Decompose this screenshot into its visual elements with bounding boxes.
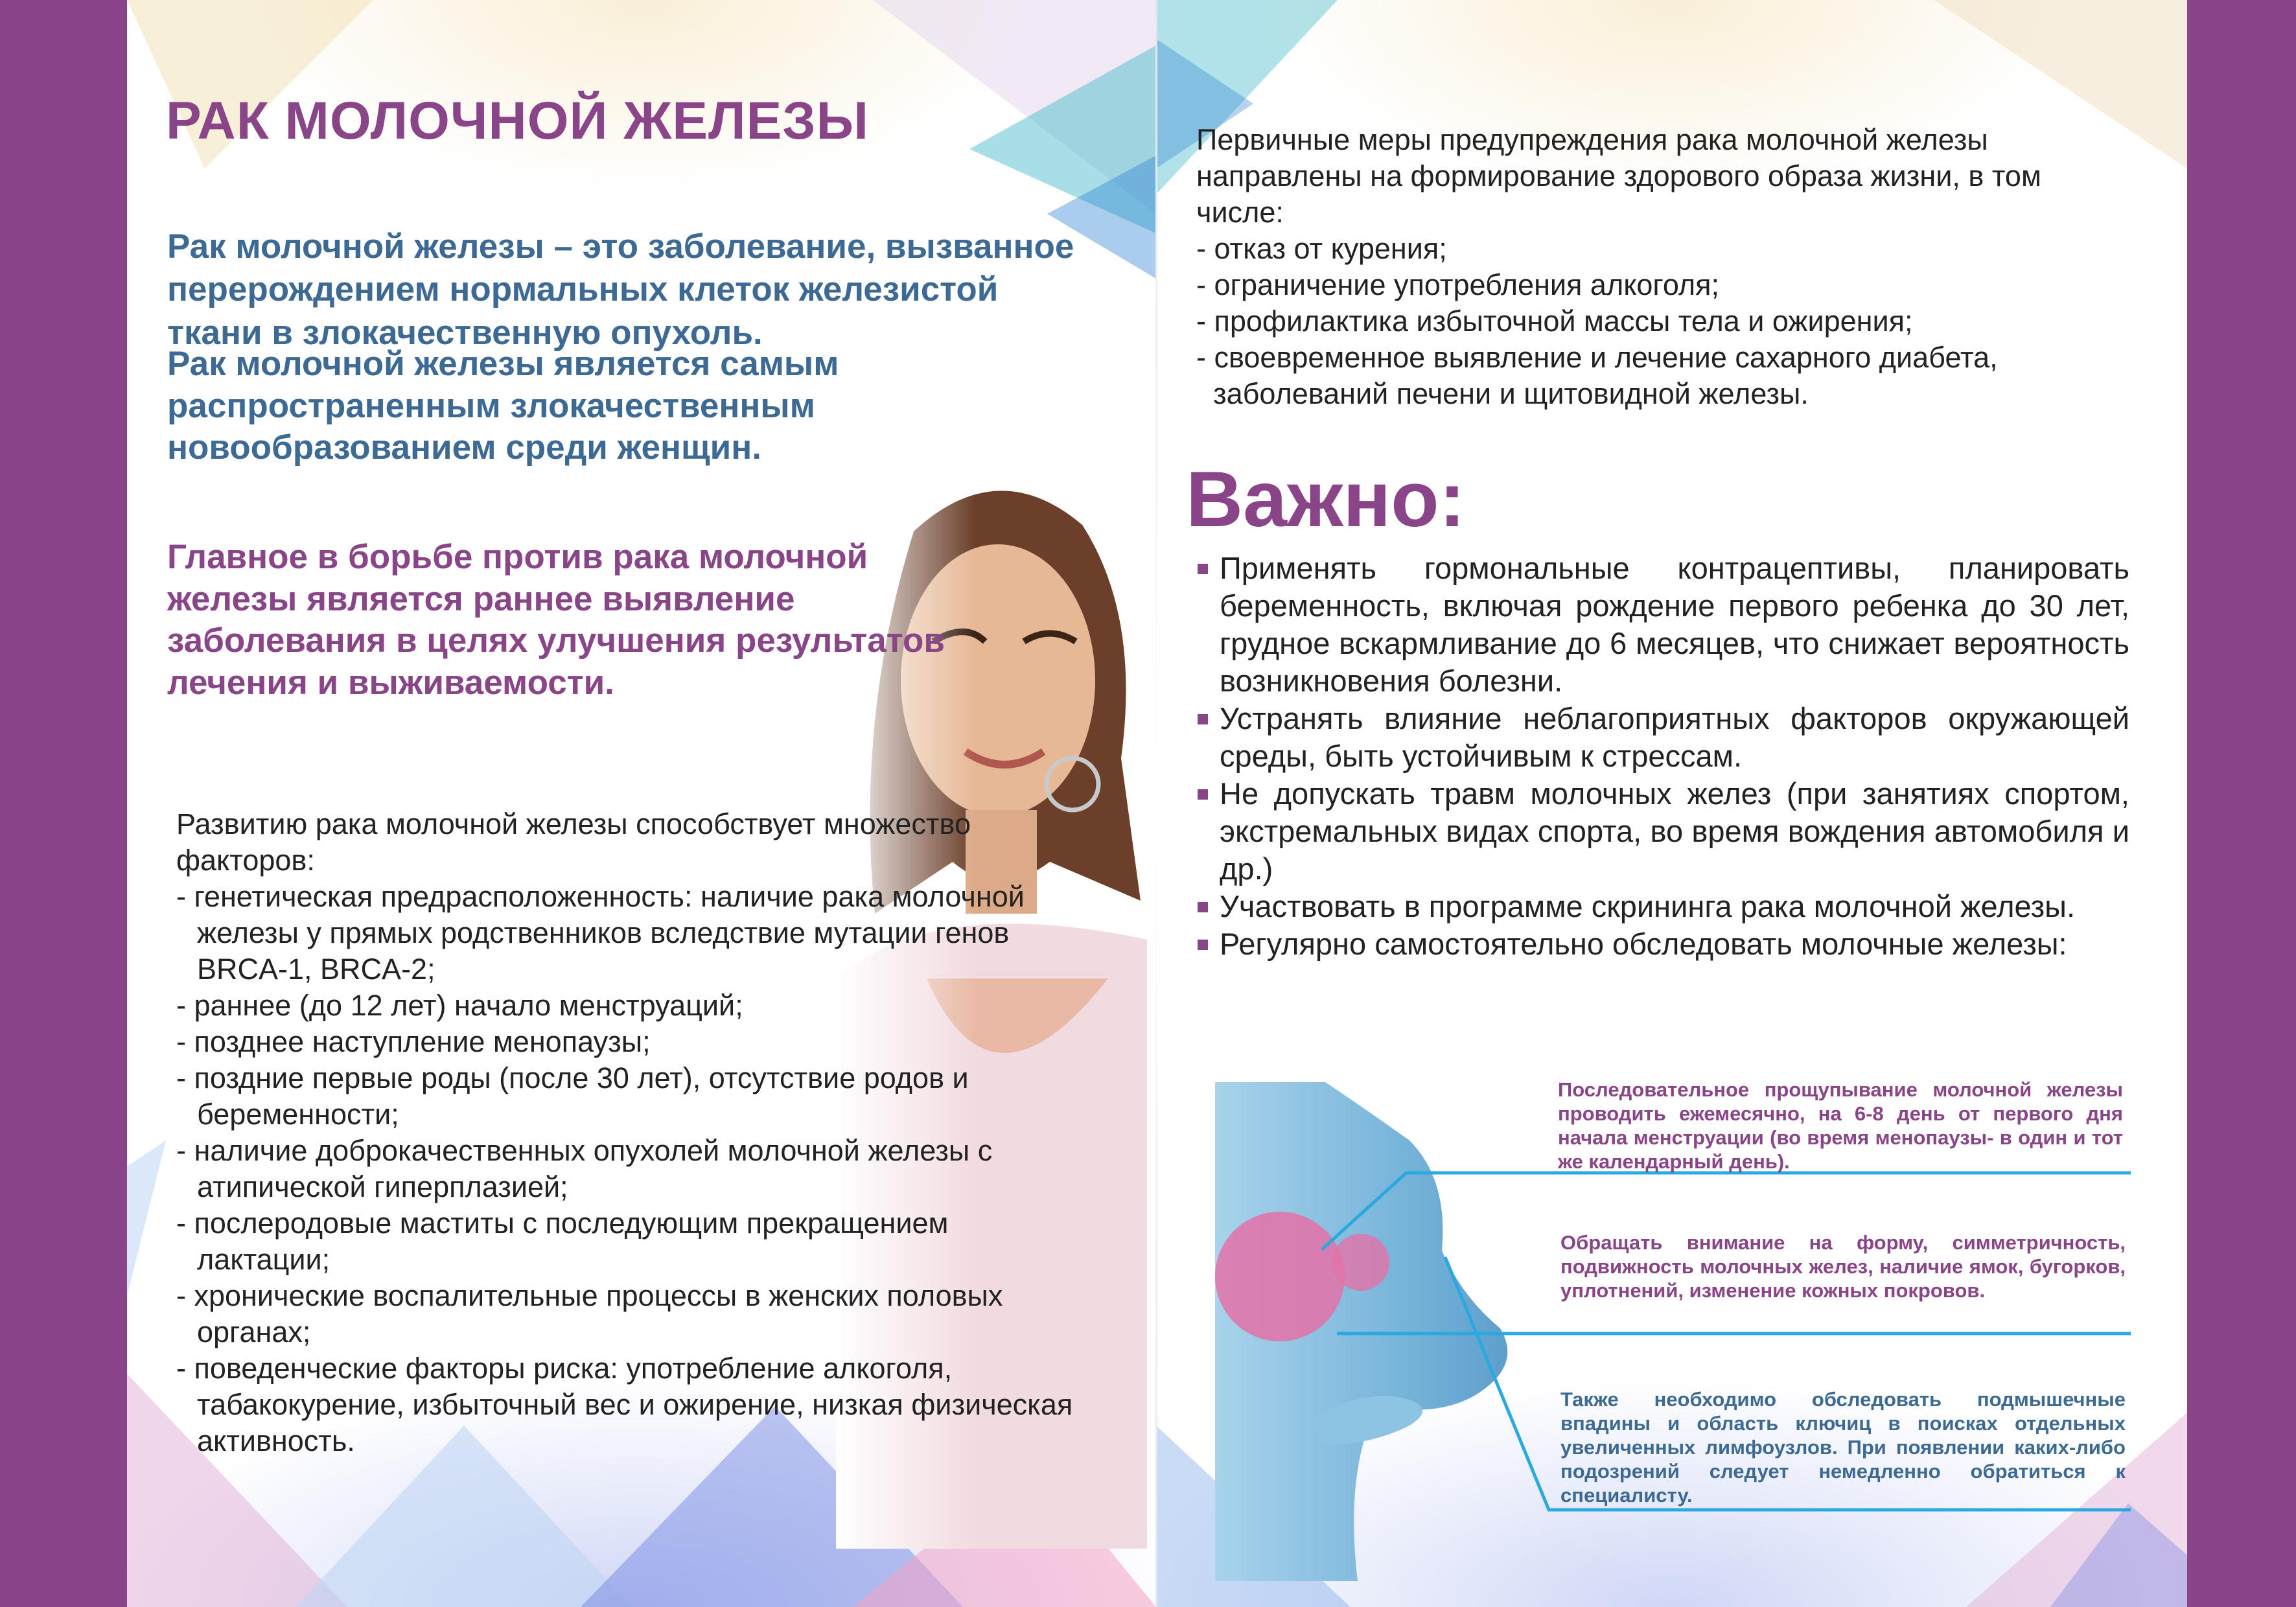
list-item: - своевременное выявление и лечение сахарного диабета, заболеваний печени и щитовидной железы.	[1196, 340, 2136, 412]
risk-factors-intro: Развитию рака молочной железы способствует множество факторов:	[176, 807, 971, 877]
shape-note: Обращать внимание на форму, симметричность, подвижность молочных желез, наличие ямок, бугорков, уплотнений, изменение кожных покровов.	[1560, 1231, 2126, 1302]
list-item: - профилактика избыточной массы тела и ожирения;	[1196, 303, 2136, 340]
tip-item: Применять гормональные контрацептивы, планировать беременность, включая рождение первого ребенка до 30 лет, грудное вскармливание до 6 месяцев, что снижает вероятность возникновения болезни.	[1196, 549, 2129, 700]
list-item: - поведенческие факторы риска: употребление алкоголя, табакокурение, избыточный вес и ожирение, низкая физическая активность.	[176, 1350, 1077, 1459]
prevention-intro: Первичные меры предупреждения рака молочной железы направлены на формирование здорового образа жизни, в том числе:	[1196, 123, 2041, 229]
important-heading: Важно:	[1186, 455, 1466, 543]
list-item: - наличие доброкачественных опухолей молочной железы с атипической гиперплазией;	[176, 1133, 1077, 1205]
list-item: - послеродовые маститы с последующим прекращением лактации;	[176, 1205, 1077, 1278]
list-item: - генетическая предрасположенность: наличие рака молочной железы у прямых родственников вследствие мутации генов BRCA-1, BRCA-2;	[176, 879, 1077, 988]
tip-item: Не допускать травм молочных желез (при занятиях спортом, экстремальных видах спорта, во время вождения автомобиля и др.)	[1196, 775, 2129, 888]
lymph-note: Также необходимо обследовать подмышечные впадины и область ключиц в поисках отдельных увеличенных лимфоузлов. При появлении каких-либо подозрений следует немедленно обратиться к специалисту.	[1560, 1388, 2126, 1507]
prevalence-text: Рак молочной железы является самым распространенным злокачественным новообразованием среди женщин.	[167, 345, 839, 467]
definition-text: Рак молочной железы – это заболевание, вызванное перерождением нормальных клеток железистой ткани в злокачественную опухоль.	[167, 227, 1074, 352]
list-item: - хронические воспалительные процессы в женских половых органах;	[176, 1278, 1077, 1350]
list-item: - отказ от курения;	[1196, 231, 2136, 267]
tip-item: Участвовать в программе скрининга рака молочной железы.	[1196, 888, 2129, 925]
list-item: - ограничение употребления алкоголя;	[1196, 267, 2136, 303]
tip-item: Регулярно самостоятельно обследовать молочные железы:	[1196, 925, 2129, 963]
page-title: РАК МОЛОЧНОЙ ЖЕЛЕЗЫ	[166, 91, 869, 150]
list-item: - поздние первые роды (после 30 лет), отсутствие родов и беременности;	[176, 1060, 1077, 1133]
palpation-note: Последовательное прощупывание молочной железы проводить ежемесячно, на 6-8 день от первого дня начала менструации (во время менопаузы- в один и тот же календарный день).	[1558, 1078, 2123, 1173]
early-detection-text: Главное в борьбе против рака молочной железы является раннее выявление заболевания в целях улучшения результатов лечения и выживаемости.	[167, 538, 945, 702]
list-item: - позднее наступление менопаузы;	[176, 1024, 1077, 1060]
tip-item: Устранять влияние неблагоприятных факторов окружающей среды, быть устойчивым к стрессам.	[1196, 700, 2129, 775]
list-item: - раннее (до 12 лет) начало менструаций;	[176, 988, 1077, 1024]
